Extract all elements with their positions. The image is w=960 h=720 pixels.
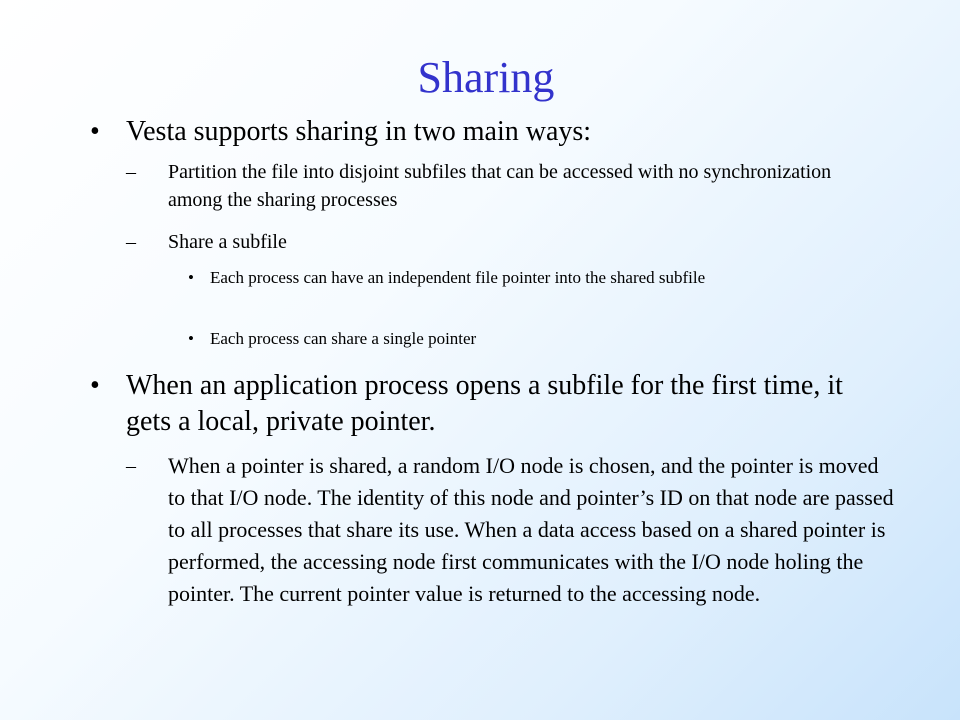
- slide-title: Sharing: [417, 53, 555, 102]
- bullet-marker: •: [90, 370, 100, 401]
- bullet-marker: •: [90, 116, 100, 147]
- bullet-text: Partition the file into disjoint subfiles that can be accessed with no synchronization among the sharing processes: [168, 161, 832, 211]
- bullet-marker: •: [188, 329, 194, 348]
- bullet-level-1: [90, 114, 826, 150]
- bullet-text: Share a subfile: [168, 231, 287, 253]
- bullet-text: Vesta supports sharing in two main ways:: [126, 116, 592, 147]
- bullet-text: When a pointer is shared, a random I/O node is chosen, and the pointer is moved to that I/O node. The identity of this node and pointer’s ID on that node are passed to all processes that share its use. When a data access based on a shared pointer is performed, the accessing node first communicates with the I/O node holing the pointer. The current pointer value is returned to the accessing node.: [168, 453, 894, 606]
- bullet-marker: •: [188, 268, 194, 287]
- dash-marker: –: [126, 231, 136, 253]
- bullet-level-3: [188, 265, 860, 291]
- bullet-level-3: [188, 326, 860, 352]
- bullet-level-2: [126, 450, 898, 610]
- bullet-text: When an application process opens a subfile for the first time, it gets a local, private pointer.: [126, 370, 843, 437]
- dash-marker: –: [126, 161, 136, 183]
- bullet-level-2: [126, 228, 868, 256]
- dash-marker: –: [126, 455, 136, 477]
- bullet-text: Each process can share a single pointer: [210, 329, 477, 348]
- bullet-level-2: [126, 158, 868, 214]
- bullet-text: Each process can have an independent file pointer into the shared subfile: [210, 268, 706, 287]
- bullet-level-1: [90, 368, 866, 440]
